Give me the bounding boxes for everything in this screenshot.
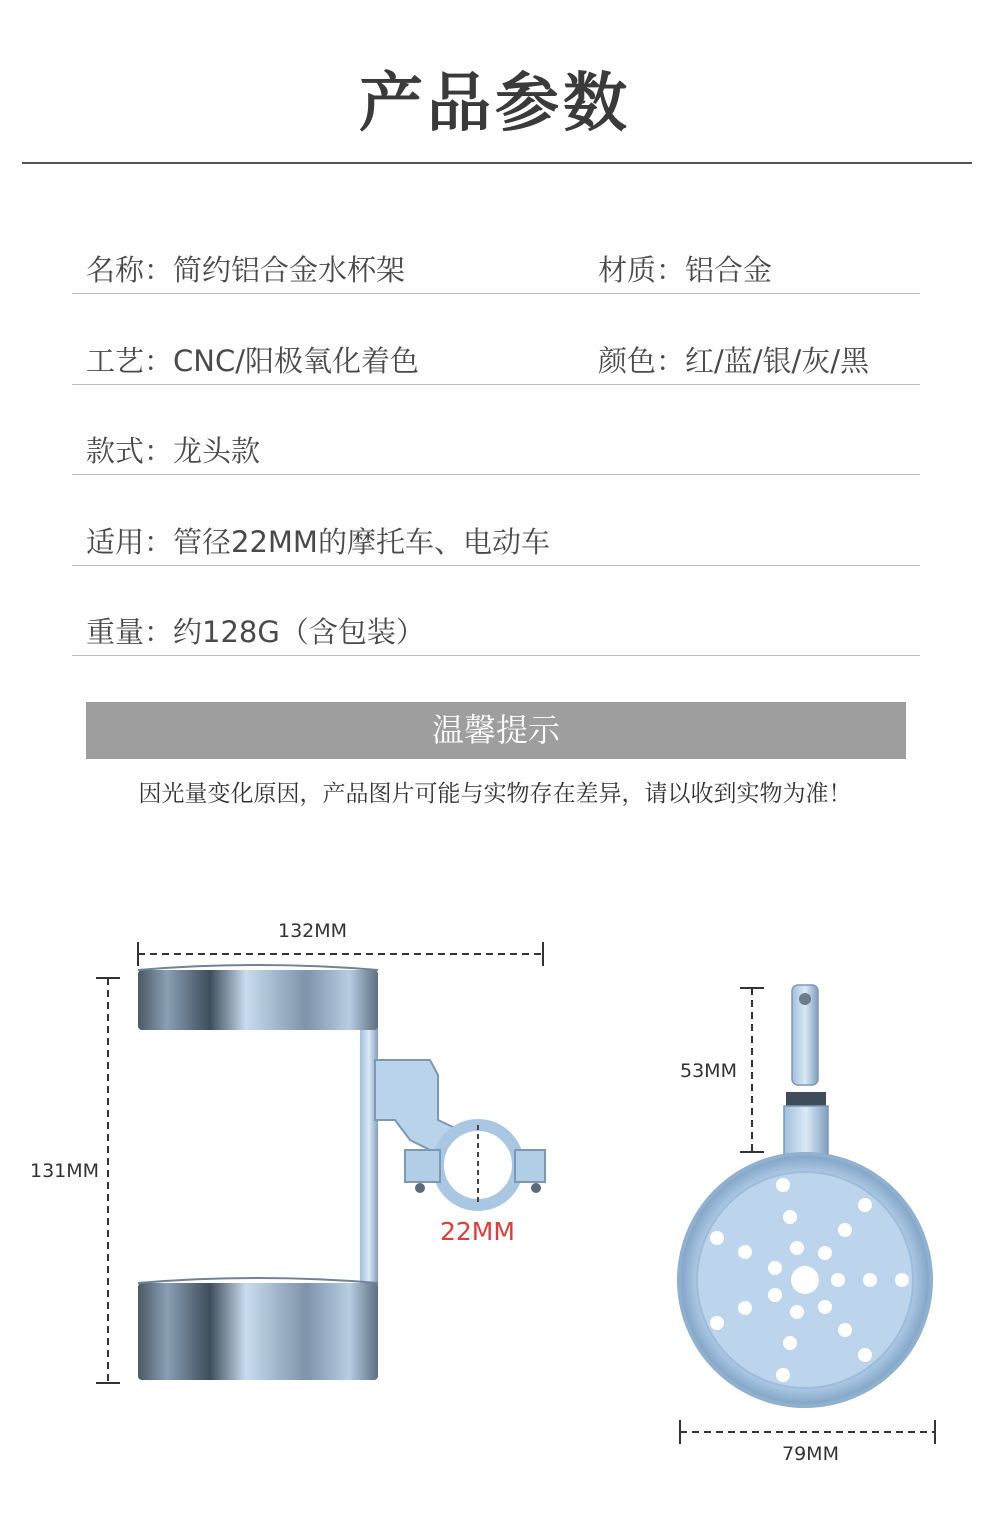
- spec-material: 材质：铝合金: [598, 253, 773, 287]
- width-dimension: [138, 942, 543, 966]
- width-label: 132MM: [278, 920, 348, 942]
- notice-text: 因光量变化原因，产品图片可能与实物存在差异，请以收到实物为准！: [138, 781, 852, 807]
- diameter-label: 79MM: [782, 1443, 839, 1465]
- height-dimension: [96, 978, 120, 1383]
- mount-height-dimension: [740, 988, 764, 1152]
- spec-process: 工艺：CNC/阳极氧化着色: [86, 344, 419, 378]
- height-label: 131MM: [30, 1160, 100, 1182]
- notice-heading: 温馨提示: [86, 702, 906, 759]
- spec-weight: 重量：约128G（含包装）: [86, 615, 425, 649]
- cup-holder-top-view: [679, 985, 931, 1406]
- cup-holder-side-view: [138, 965, 545, 1380]
- spec-style: 款式：龙头款: [86, 434, 261, 468]
- diameter-dimension: [680, 1420, 935, 1444]
- spec-applicable: 适用：管径22MM的摩托车、电动车: [86, 525, 550, 559]
- spec-name: 名称：简约铝合金水杯架: [86, 253, 406, 287]
- page-title: 产品参数: [359, 67, 631, 141]
- spec-color: 颜色：红/蓝/银/灰/黑: [598, 344, 870, 378]
- mount-height-label: 53MM: [680, 1060, 737, 1082]
- tube-diameter-label: 22MM: [440, 1217, 515, 1246]
